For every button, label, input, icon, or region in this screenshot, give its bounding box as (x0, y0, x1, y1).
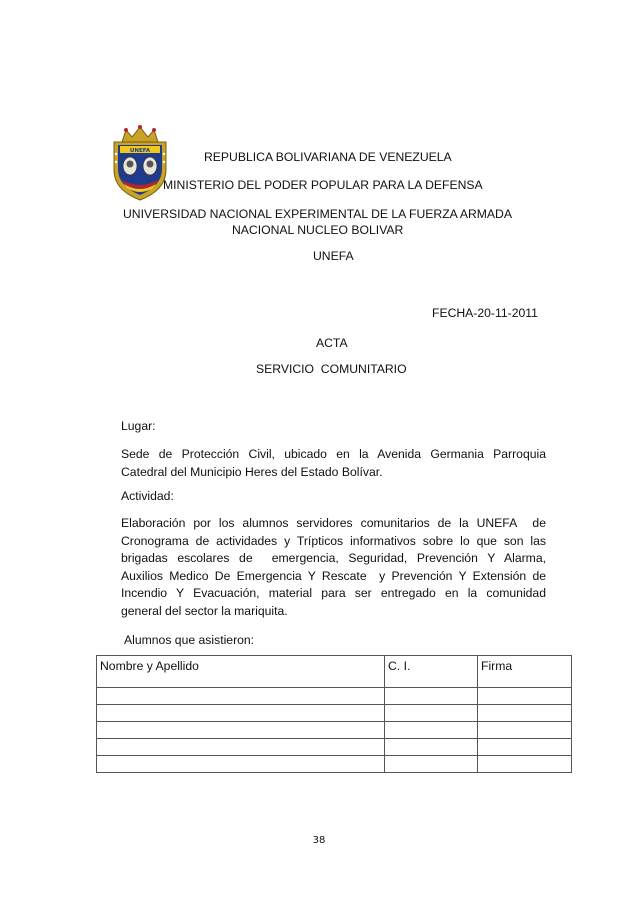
attendance-table (96, 655, 572, 773)
column-header-signature: Firma (478, 656, 572, 688)
actividad-line: Auxilios Medico De Emergencia Y Rescate y Prevención Y Extensión de (121, 568, 546, 583)
table-cell (478, 739, 572, 756)
asistentes-label: Alumnos que asistieron: (124, 633, 255, 647)
table-cell (478, 756, 572, 773)
actividad-line: Cronograma de actividades y Trípticos informativos sobre lo que son las (121, 533, 546, 548)
table-cell (478, 705, 572, 722)
table-header-row (97, 656, 572, 688)
header-acronym: UNEFA (313, 249, 354, 263)
column-header-ci: C. I. (385, 656, 478, 688)
lugar-line: Catedral del Municipio Heres del Estado Bolívar. (121, 464, 383, 479)
table-row (97, 756, 572, 773)
actividad-label: Actividad: (121, 489, 174, 503)
actividad-line: brigadas escolares de emergencia, Seguridad, Prevención Y Alarma, (121, 551, 546, 566)
table-cell (478, 722, 572, 739)
table-cell (97, 722, 385, 739)
actividad-line: Incendio Y Evacuación, material para ser entregado en la comunidad (121, 586, 546, 601)
table-cell (478, 688, 572, 705)
table-cell (97, 688, 385, 705)
table-cell (97, 739, 385, 756)
document-title: ACTA (316, 336, 348, 350)
table-row (97, 739, 572, 756)
header-ministry: MINISTERIO DEL PODER POPULAR PARA LA DEFENSA (163, 178, 483, 192)
lugar-label: Lugar: (121, 419, 156, 433)
document-date: FECHA-20-11-2011 (432, 306, 538, 320)
table-cell (385, 688, 478, 705)
actividad-paragraph (121, 515, 546, 621)
header-republic: REPUBLICA BOLIVARIANA DE VENEZUELA (204, 150, 452, 164)
header-nucleus: NACIONAL NUCLEO BOLIVAR (232, 223, 404, 237)
table-row (97, 705, 572, 722)
lugar-line: Sede de Protección Civil, ubicado en la Avenida Germania Parroquia (121, 447, 546, 461)
table-cell (385, 722, 478, 739)
actividad-line: Elaboración por los alumnos servidores comunitarios de la UNEFA de (121, 516, 546, 530)
table-cell (97, 756, 385, 773)
page-number: 38 (312, 835, 326, 846)
table-cell (385, 756, 478, 773)
table-cell (97, 705, 385, 722)
table-row (97, 722, 572, 739)
table-row (97, 688, 572, 705)
document-subtitle: SERVICIO COMUNITARIO (256, 362, 407, 376)
table-cell (385, 739, 478, 756)
crest-text: UNEFA (129, 148, 151, 154)
lugar-paragraph (121, 446, 546, 481)
actividad-line: general del sector la mariquita. (121, 603, 288, 618)
table-cell (385, 705, 478, 722)
column-header-name: Nombre y Apellido (97, 656, 385, 688)
header-university: UNIVERSIDAD NACIONAL EXPERIMENTAL DE LA FUERZA ARMADA (123, 207, 512, 221)
